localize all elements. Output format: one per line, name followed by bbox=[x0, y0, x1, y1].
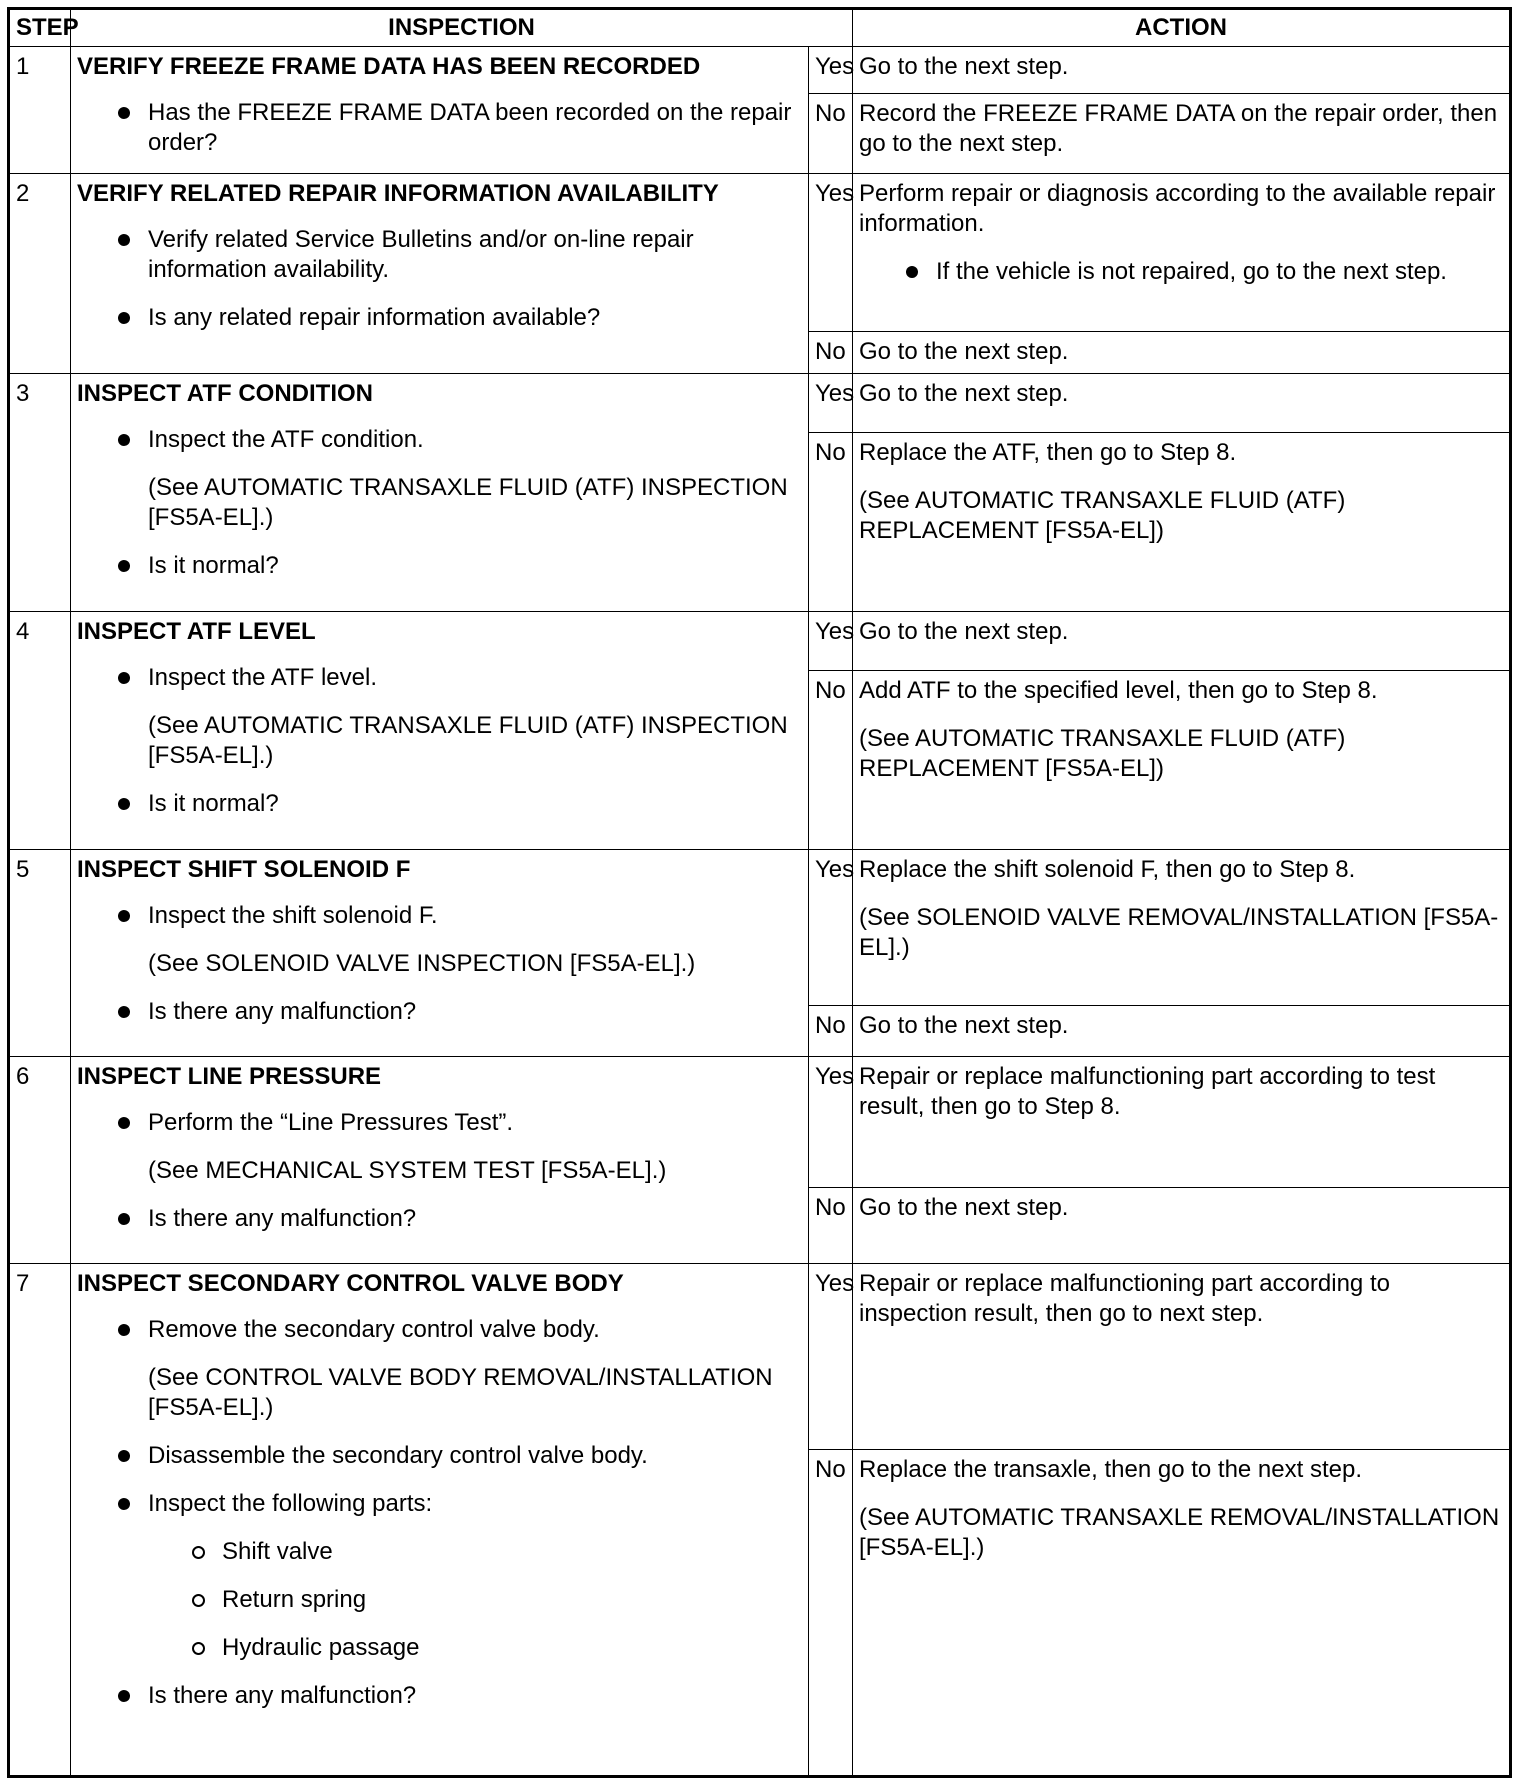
list-item: Inspect the ATF condition. bbox=[148, 425, 802, 455]
step-heading: INSPECT ATF LEVEL bbox=[77, 618, 316, 645]
parts-list bbox=[148, 1537, 802, 1663]
step-heading: VERIFY FREEZE FRAME DATA HAS BEEN RECORDED bbox=[77, 53, 701, 80]
step-number: 7 bbox=[9, 1264, 71, 1777]
reference-note: (See AUTOMATIC TRANSAXLE FLUID (ATF) REPLACEMENT [FS5A-EL]) bbox=[859, 725, 1346, 782]
yes-label: Yes bbox=[809, 850, 853, 1006]
reference-note: (See AUTOMATIC TRANSAXLE FLUID (ATF) REPLACEMENT [FS5A-EL]) bbox=[859, 487, 1346, 544]
reference-note: (See AUTOMATIC TRANSAXLE REMOVAL/INSTALLATION [FS5A-EL].) bbox=[859, 1504, 1500, 1561]
inspection-list bbox=[77, 1108, 802, 1234]
list-item: Perform the “Line Pressures Test”. bbox=[148, 1108, 802, 1138]
diagnostic-table bbox=[7, 7, 1512, 1778]
inspection-list bbox=[77, 425, 802, 581]
table-row bbox=[9, 1057, 1511, 1188]
part-item: Hydraulic passage bbox=[222, 1633, 802, 1663]
action-list bbox=[859, 257, 1503, 287]
table-row bbox=[9, 174, 1511, 332]
inspection-list bbox=[77, 225, 802, 333]
table-row bbox=[9, 47, 1511, 94]
reference-note: (See AUTOMATIC TRANSAXLE FLUID (ATF) INSPECTION [FS5A-EL].) bbox=[148, 474, 788, 531]
table-row bbox=[9, 1264, 1511, 1450]
yes-action bbox=[853, 850, 1511, 1006]
inspection-list bbox=[77, 663, 802, 819]
yes-label: Yes bbox=[809, 1057, 853, 1188]
no-action: Go to the next step. bbox=[853, 1006, 1511, 1057]
list-item: Disassemble the secondary control valve body. bbox=[148, 1441, 802, 1471]
header-action: ACTION bbox=[853, 9, 1511, 47]
header-step: STEP bbox=[9, 9, 71, 47]
step-heading: INSPECT ATF CONDITION bbox=[77, 380, 373, 407]
step-number: 6 bbox=[9, 1057, 71, 1264]
reference-note: (See AUTOMATIC TRANSAXLE FLUID (ATF) INSPECTION [FS5A-EL].) bbox=[148, 712, 788, 769]
yes-action: Go to the next step. bbox=[853, 374, 1511, 433]
action-text: Replace the transaxle, then go to the next step. bbox=[859, 1456, 1362, 1483]
no-action: Record the FREEZE FRAME DATA on the repair order, then go to the next step. bbox=[853, 94, 1511, 174]
list-item: Is there any malfunction? bbox=[148, 997, 802, 1027]
no-label: No bbox=[809, 94, 853, 174]
part-item: Return spring bbox=[222, 1585, 802, 1615]
no-action bbox=[853, 671, 1511, 850]
table-row bbox=[9, 374, 1511, 433]
inspection-list bbox=[77, 98, 802, 158]
step-number: 4 bbox=[9, 612, 71, 850]
step-heading: INSPECT SECONDARY CONTROL VALVE BODY bbox=[77, 1270, 624, 1297]
step-number: 2 bbox=[9, 174, 71, 374]
inspection-cell bbox=[71, 47, 809, 174]
no-action: Go to the next step. bbox=[853, 332, 1511, 374]
yes-action bbox=[853, 174, 1511, 332]
inspection-cell bbox=[71, 612, 809, 850]
table-row bbox=[9, 850, 1511, 1006]
yes-action: Go to the next step. bbox=[853, 612, 1511, 671]
list-item: Has the FREEZE FRAME DATA been recorded on the repair order? bbox=[148, 98, 802, 158]
inspection-cell bbox=[71, 374, 809, 612]
yes-label: Yes bbox=[809, 612, 853, 671]
no-label: No bbox=[809, 433, 853, 612]
inspection-cell bbox=[71, 1057, 809, 1264]
part-item: Shift valve bbox=[222, 1537, 802, 1567]
list-item: Inspect the shift solenoid F. bbox=[148, 901, 802, 931]
no-action: Go to the next step. bbox=[853, 1188, 1511, 1264]
action-text: Replace the shift solenoid F, then go to Step 8. bbox=[859, 856, 1356, 883]
list-item bbox=[148, 1489, 802, 1663]
reference-note: (See SOLENOID VALVE REMOVAL/INSTALLATION [FS5A-EL].) bbox=[859, 904, 1499, 961]
step-heading: VERIFY RELATED REPAIR INFORMATION AVAILABILITY bbox=[77, 180, 719, 207]
step-number: 3 bbox=[9, 374, 71, 612]
inspection-cell bbox=[71, 174, 809, 374]
reference-note: (See SOLENOID VALVE INSPECTION [FS5A-EL].) bbox=[148, 950, 696, 977]
inspection-list bbox=[77, 901, 802, 1027]
no-label: No bbox=[809, 671, 853, 850]
no-action bbox=[853, 1450, 1511, 1777]
yes-action: Repair or replace malfunctioning part according to test result, then go to Step 8. bbox=[853, 1057, 1511, 1188]
no-label: No bbox=[809, 1006, 853, 1057]
list-item: Is it normal? bbox=[148, 551, 802, 581]
no-action bbox=[853, 433, 1511, 612]
action-text: Add ATF to the specified level, then go to Step 8. bbox=[859, 677, 1378, 704]
step-number: 5 bbox=[9, 850, 71, 1057]
table-row bbox=[9, 612, 1511, 671]
header-inspection: INSPECTION bbox=[71, 9, 853, 47]
yes-label: Yes bbox=[809, 374, 853, 433]
step-number: 1 bbox=[9, 47, 71, 174]
list-item: Verify related Service Bulletins and/or on-line repair information availability. bbox=[148, 225, 802, 285]
list-item: Is it normal? bbox=[148, 789, 802, 819]
inspection-list bbox=[77, 1315, 802, 1711]
yes-action: Repair or replace malfunctioning part according to inspection result, then go to next step. bbox=[853, 1264, 1511, 1450]
reference-note: (See CONTROL VALVE BODY REMOVAL/INSTALLATION [FS5A-EL].) bbox=[148, 1364, 773, 1421]
step-heading: INSPECT LINE PRESSURE bbox=[77, 1063, 382, 1090]
list-item: Inspect the ATF level. bbox=[148, 663, 802, 693]
action-text: Replace the ATF, then go to Step 8. bbox=[859, 439, 1237, 466]
reference-note: (See MECHANICAL SYSTEM TEST [FS5A-EL].) bbox=[148, 1157, 667, 1184]
yes-action: Go to the next step. bbox=[853, 47, 1511, 94]
list-item: Is there any malfunction? bbox=[148, 1681, 802, 1711]
action-text: Perform repair or diagnosis according to the available repair information. bbox=[859, 180, 1496, 237]
list-item-label: Inspect the following parts: bbox=[148, 1490, 433, 1517]
header-row bbox=[9, 9, 1511, 47]
no-label: No bbox=[809, 1450, 853, 1777]
yes-label: Yes bbox=[809, 47, 853, 94]
list-item: Remove the secondary control valve body. bbox=[148, 1315, 802, 1345]
list-item: Is any related repair information available? bbox=[148, 303, 802, 333]
no-label: No bbox=[809, 1188, 853, 1264]
step-heading: INSPECT SHIFT SOLENOID F bbox=[77, 856, 411, 883]
no-label: No bbox=[809, 332, 853, 374]
yes-label: Yes bbox=[809, 174, 853, 332]
yes-label: Yes bbox=[809, 1264, 853, 1450]
inspection-cell bbox=[71, 1264, 809, 1777]
list-item: If the vehicle is not repaired, go to the next step. bbox=[936, 257, 1503, 287]
inspection-cell bbox=[71, 850, 809, 1057]
list-item: Is there any malfunction? bbox=[148, 1204, 802, 1234]
